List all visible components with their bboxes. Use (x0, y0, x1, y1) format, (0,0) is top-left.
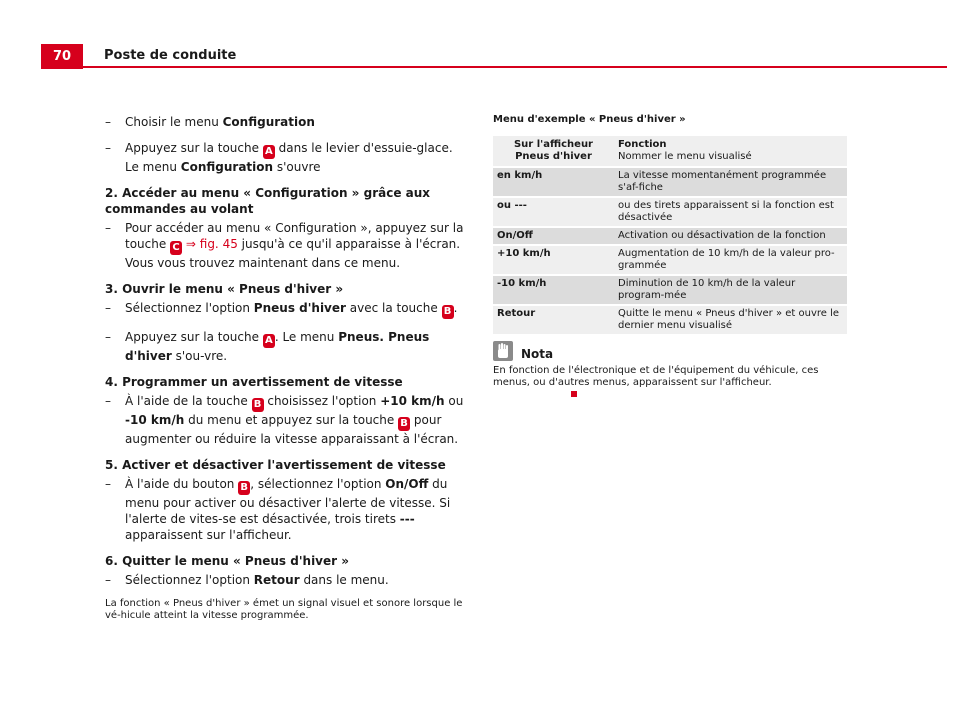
table-header-row (493, 136, 847, 166)
heading-step-4: 4. Programmer un avertissement de vitesse (105, 375, 403, 389)
key-b-badge: B (252, 398, 264, 412)
step-select-winter-tyres (105, 300, 467, 319)
key-c-badge: C (170, 241, 182, 255)
step-toggle-alert (105, 476, 467, 543)
step-text: choisissez l'option (263, 394, 381, 408)
step-press-a (105, 140, 467, 175)
step-bold: Retour (253, 573, 300, 587)
step-text: jusqu'à ce qu'il apparaisse à l'écran. Vous vous trouvez maintenant dans ce menu. (125, 237, 461, 270)
bullet-dash: – (105, 221, 111, 235)
step-text: du menu pour activer ou désactiver l'alerte de vitesse. Si l'alerte de vites-se est désactivée, trois tirets (125, 477, 451, 526)
nota-body: En fonction de l'électronique et de l'équipement du véhicule, ces menus, ou d'autres menus, apparaissent sur l'afficheur. (493, 365, 819, 388)
key-a-badge: A (263, 145, 275, 159)
heading-step-3: 3. Ouvrir le menu « Pneus d'hiver » (105, 282, 344, 296)
step-text: Sélectionnez l'option (125, 301, 254, 315)
table-row (493, 306, 847, 334)
bullet-dash: – (105, 141, 111, 155)
step-program-speed (105, 393, 467, 447)
header-rule (83, 66, 947, 68)
step-text: , sélectionnez l'option (250, 477, 386, 491)
table-header-function-title: Fonction (618, 139, 667, 150)
step-text: dans le levier d'essuie-glace. Le menu (125, 141, 453, 174)
table-cell-function: Quitte le menu « Pneus d'hiver » et ouvre le dernier menu visualisé (614, 306, 847, 334)
step-quit-menu (105, 572, 467, 588)
step-text: ou (444, 394, 464, 408)
page-number: 70 (41, 44, 83, 69)
step-bold: +10 km/h (380, 394, 445, 408)
step-text: s'ouvre (273, 160, 321, 174)
table-header-function (614, 136, 847, 166)
step-text: À l'aide du bouton (125, 477, 239, 491)
step-bold: -10 km/h (125, 413, 185, 427)
bullet-dash: – (105, 477, 111, 491)
step-text: Pour accéder au menu « Configuration », appuyez sur la touche (125, 221, 464, 251)
table-row (493, 228, 847, 244)
key-b-badge: B (398, 417, 410, 431)
step-text: Choisir le menu (125, 115, 223, 129)
table-cell-function: Augmentation de 10 km/h de la valeur pro-grammée (614, 246, 847, 274)
table-cell-function: Activation ou désactivation de la fonction (614, 228, 847, 244)
table-header-function-sub: Nommer le menu visualisé (618, 151, 752, 162)
table-cell-display: +10 km/h (493, 246, 614, 274)
step-bold: --- (399, 512, 415, 526)
step-text: avec la touche (345, 301, 442, 315)
step-text: À l'aide de la touche (125, 394, 252, 408)
table-row (493, 246, 847, 274)
table-row (493, 198, 847, 226)
note-hand-icon (493, 341, 513, 361)
footnote: La fonction « Pneus d'hiver » émet un signal visuel et sonore lorsque le vé-hicule atteint la vitesse programmée. (105, 598, 463, 621)
heading-step-5: 5. Activer et désactiver l'avertissement de vitesse (105, 458, 446, 472)
step-text: pour augmenter ou réduire la vitesse apparaissant à l'écran. (125, 413, 459, 446)
step-text: . Le menu (274, 330, 339, 344)
figure-reference-link[interactable]: ⇒ fig. 45 (185, 237, 238, 251)
bullet-dash: – (105, 301, 111, 315)
step-bold: Pneus. Pneus d'hiver (125, 330, 430, 363)
key-a-badge: A (263, 334, 275, 348)
instructions-column (105, 114, 467, 632)
step-text: Sélectionnez l'option (125, 573, 254, 587)
step-text: du menu et appuyez sur la touche (184, 413, 399, 427)
table-cell-display: -10 km/h (493, 276, 614, 304)
table-cell-display: Retour (493, 306, 614, 334)
bullet-dash: – (105, 115, 111, 129)
table-title: Menu d'exemple « Pneus d'hiver » (493, 114, 686, 125)
menu-table-column (493, 113, 855, 336)
table-cell-function: ou des tirets apparaissent si la fonction est désactivée (614, 198, 847, 226)
step-text: apparaissent sur l'afficheur. (125, 528, 292, 542)
table-cell-display: ou --- (493, 198, 614, 226)
table-row (493, 276, 847, 304)
bullet-dash: – (105, 573, 111, 587)
nota-box (493, 341, 855, 401)
step-choose-config (105, 114, 467, 130)
step-text: dans le menu. (299, 573, 389, 587)
key-b-badge: B (238, 481, 250, 495)
menu-table (493, 134, 847, 336)
step-text: Appuyez sur la touche (125, 141, 263, 155)
table-cell-display: en km/h (493, 168, 614, 196)
step-text: s'ou-vre. (171, 349, 228, 363)
table-header-display: Sur l'afficheur Pneus d'hiver (493, 136, 614, 166)
table-row (493, 168, 847, 196)
step-bold: Pneus d'hiver (253, 301, 346, 315)
heading-step-6: 6. Quitter le menu « Pneus d'hiver » (105, 554, 349, 568)
step-open-menu (105, 329, 467, 364)
step-bold: Configuration (180, 160, 274, 174)
key-b-badge: B (442, 305, 454, 319)
table-cell-function: Diminution de 10 km/h de la valeur program-mée (614, 276, 847, 304)
heading-step-2: 2. Accéder au menu « Configuration » grâce aux commandes au volant (105, 186, 431, 216)
nota-header (493, 341, 855, 361)
step-bold: On/Off (385, 477, 429, 491)
bullet-dash: – (105, 394, 111, 408)
bullet-dash: – (105, 330, 111, 344)
table-cell-display: On/Off (493, 228, 614, 244)
nota-label: Nota (521, 347, 554, 361)
nota-text (493, 365, 855, 401)
step-text: Appuyez sur la touche (125, 330, 263, 344)
step-bold: Configuration (222, 115, 315, 129)
section-title: Poste de conduite (104, 48, 237, 63)
end-of-section-marker (571, 391, 577, 397)
table-cell-function: La vitesse momentanément programmée s'af-fiche (614, 168, 847, 196)
step-press-c (105, 220, 467, 271)
step-text: . (453, 301, 458, 315)
